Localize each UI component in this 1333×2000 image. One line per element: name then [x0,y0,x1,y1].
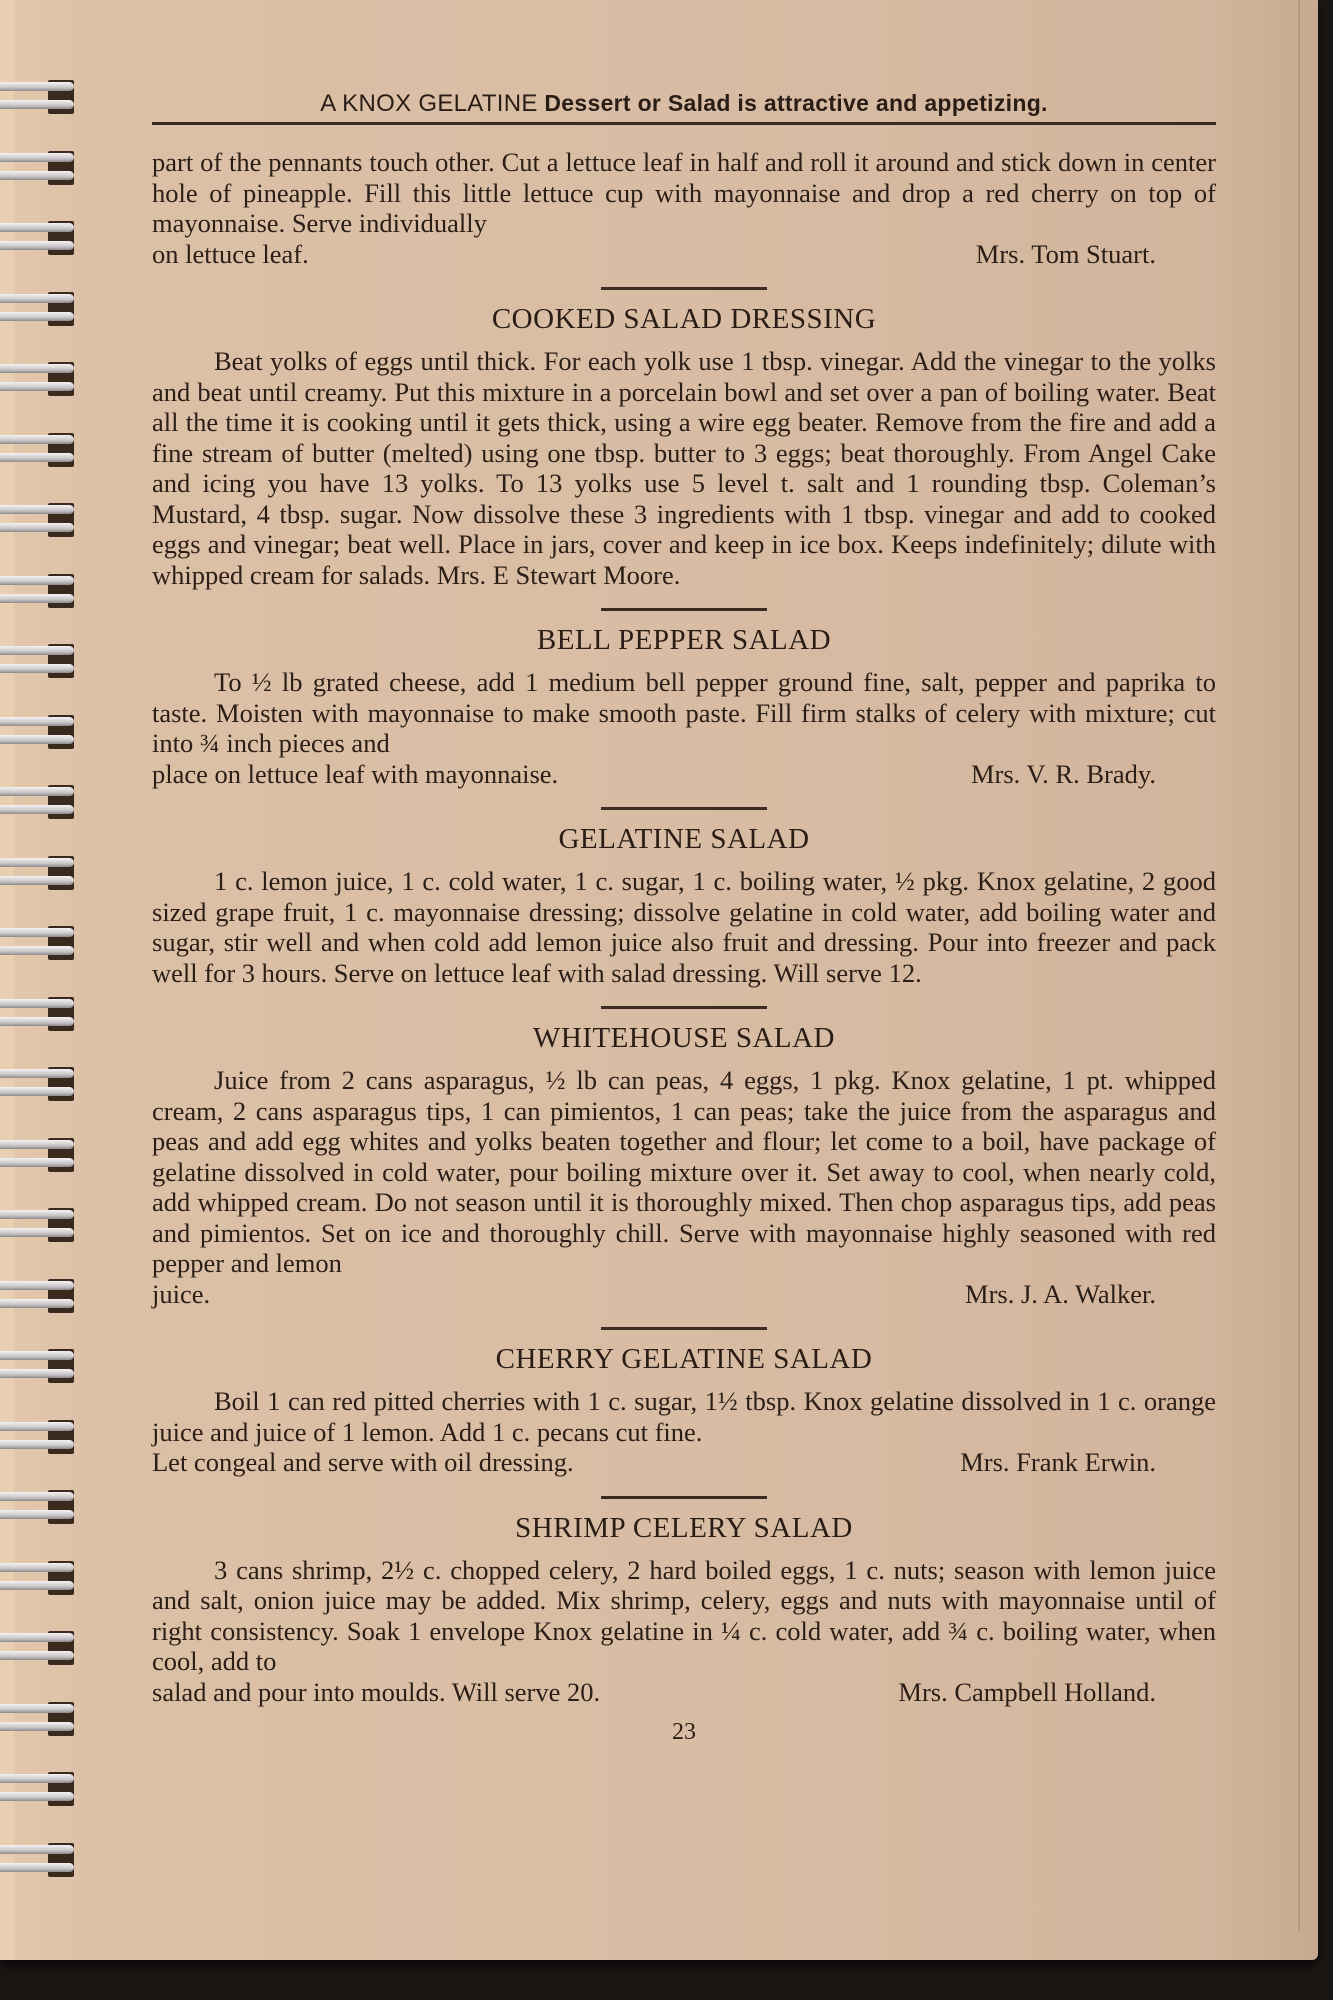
recipe-signature: Mrs. Frank Erwin. [960,1447,1156,1477]
recipe-last-line: place on lettuce leaf with mayonnaise. [152,758,559,789]
recipe [152,1496,1216,1708]
recipe-list [152,287,1216,1707]
spiral-coil [0,926,78,962]
spiral-coil [0,856,78,892]
recipe-body: 3 cans shrimp, 2½ c. chopped celery, 2 hard boiled eggs, 1 c. nuts; season with lemon juice and salt, onion juice may be added. Mix shrimp, celery, eggs and nuts with mayonnaise until of right consistency. Soak 1 envelope Knox gelatine in ¼ c. cold water, add ¾ c. boiling water, when cool, add to [152,1554,1216,1676]
recipe-body: part of the pennants touch other. Cut a lettuce leaf in half and roll it around and stick down in center hole of pineapple. Fill this little lettuce cup with mayonnaise and drop a red cherry on top of mayonnaise. Serve individually [152,147,1216,238]
wire-loop [0,1351,74,1360]
recipe-last-line: Let congeal and serve with oil dressing. [152,1447,574,1477]
spiral-coil [0,80,78,116]
wire-loop [0,1440,74,1449]
wire-loop [0,153,74,162]
recipe-body: Boil 1 can red pitted cherries with 1 c. sugar, 1½ tbsp. Knox gelatine dissolved in 1 c. orange juice and juice of 1 lemon. Add 1 c. pecans cut fine. [152,1386,1216,1447]
wire-loop [0,1069,74,1078]
wire-loop [0,805,74,814]
spiral-coil [0,362,78,398]
running-head-caps: A KNOX GELATINE [320,90,538,117]
wire-loop [0,1210,74,1219]
wire-loop [0,1299,74,1308]
recipe-body: 1 c. lemon juice, 1 c. cold water, 1 c. sugar, 1 c. boiling water, ½ pkg. Knox gelatine, 2 good sized grape fruit, 1 c. mayonnaise dressing; dissolve gelatine in cold water, add boiling water and sugar, stir well and when cold add lemon juice also fruit and dressing. Pour into freezer and pack well for 3 hours. Serve on lettuce leaf with salad dressing. Will serve 12. [152,866,1216,988]
spiral-coil [0,1420,78,1456]
spiral-coil [0,433,78,469]
wire-loop [0,1792,74,1801]
spiral-coil [0,785,78,821]
recipe-signature: Mrs. V. R. Brady. [970,758,1156,789]
wire-loop [0,1863,74,1872]
wire-loop [0,435,74,444]
spiral-coil [0,151,78,187]
spiral-coil [0,715,78,751]
running-head-rest: Dessert or Salad is attractive and appetizing. [544,90,1048,116]
spiral-coil [0,1208,78,1244]
wire-loop [0,171,74,180]
wire-loop [0,928,74,937]
section-divider [601,287,767,290]
wire-loop [0,505,74,514]
wire-loop [0,1228,74,1237]
recipe-last-line: juice. [152,1278,211,1309]
page-edge-shadow [1298,0,1300,1930]
wire-loop [0,1281,74,1290]
recipe-last-line: on lettuce leaf. [152,238,309,269]
spiral-coil [0,1490,78,1526]
recipe-closing-line [152,759,1216,790]
recipe-title: COOKED SALAD DRESSING [491,303,877,335]
wire-loop [0,223,74,232]
spiral-coil [0,1631,78,1667]
recipe-title: SHRIMP CELERY SALAD [515,1511,853,1544]
recipe-closing-line [152,239,1216,270]
spiral-coil [0,1843,78,1879]
wire-loop [0,1845,74,1854]
wire-loop [0,876,74,885]
wire-loop [0,594,74,603]
wire-loop [0,453,74,462]
wire-loop [0,664,74,673]
spiral-coil [0,503,78,539]
section-divider [601,1496,767,1499]
recipe-title: GELATINE SALAD [558,823,810,855]
wire-loop [0,1722,74,1731]
spiral-coil [0,644,78,680]
spiral-coil [0,1702,78,1738]
section-divider [601,608,767,611]
recipe-body: Juice from 2 cans asparagus, ½ lb can peas, 4 eggs, 1 pkg. Knox gelatine, 1 pt. whipped cream, 2 cans asparagus tips, 1 can pimientos, 1 can peas; take the juice from the asparagus and peas and add egg whites and yolks beaten together and flour; let come to a boil, have package of gelatine dissolved in cold water, pour boiling mixture over it. Set away to cool, when nearly cold, add whipped cream. Do not season until it is thoroughly mixed. Then chop asparagus tips, add peas and pimientos. Set on ice and thoroughly chill. Serve with mayonnaise highly seasoned with red pepper and lemon [152,1065,1216,1278]
recipe-body: Beat yolks of eggs until thick. For each yolk use 1 tbsp. vinegar. Add the vinegar to the yolks and beat until creamy. Put this mixture in a porcelain bowl and set over a pan of boiling water. Beat all the time it is cooking until it gets thick, using a wire egg beater. Remove from the fire and add a fine stream of butter (melted) using one tbsp. butter to 3 eggs; beat thoroughly. From Angel Cake and icing you have 13 yolks. To 13 yolks use 5 level t. salt and 1 rounding tbsp. Coleman’s Mustard, 4 tbsp. sugar. Now dissolve these 3 ingredients with 1 tbsp. vinegar and add to cooked eggs and vinegar; beat well. Place in jars, cover and keep in ice box. Keeps indefinitely; dilute with whipped cream for salads. Mrs. E Stewart Moore. [152,346,1216,590]
recipe [152,1006,1216,1309]
recipe-last-line: salad and pour into moulds. Will serve 20. [152,1676,601,1707]
spiral-binding [0,0,80,1960]
page-content [152,88,1216,1746]
section-divider [601,1006,767,1009]
wire-loop [0,523,74,532]
recipe-signature: Mrs. Tom Stuart. [975,238,1156,269]
recipe-title: CHERRY GELATINE SALAD [495,1343,873,1375]
spiral-coil [0,1772,78,1808]
wire-loop [0,1158,74,1167]
wire-loop [0,1651,74,1660]
wire-loop [0,1510,74,1519]
wire-loop [0,1581,74,1590]
wire-loop [0,241,74,250]
wire-loop [0,735,74,744]
recipe-closing-line [152,1279,1216,1310]
wire-loop [0,1369,74,1378]
wire-loop [0,1492,74,1501]
wire-loop [0,1563,74,1572]
wire-loop [0,1017,74,1026]
wire-loop [0,1704,74,1713]
wire-loop [0,999,74,1008]
wire-loop [0,646,74,655]
wire-loop [0,1140,74,1149]
spiral-coil [0,1279,78,1315]
wire-loop [0,1422,74,1431]
wire-loop [0,1774,74,1783]
spiral-coil [0,1067,78,1103]
spiral-coil [0,292,78,328]
recipe [152,287,1216,590]
section-divider [601,807,767,810]
recipe [152,1327,1216,1478]
header-rule [152,122,1216,125]
wire-loop [0,100,74,109]
wire-loop [0,787,74,796]
wire-loop [0,82,74,91]
recipe-title: WHITEHOUSE SALAD [533,1022,835,1054]
wire-loop [0,946,74,955]
wire-loop [0,576,74,585]
wire-loop [0,1087,74,1096]
running-head [152,88,1216,118]
recipe [152,807,1216,988]
recipe-body: To ½ lb grated cheese, add 1 medium bell pepper ground fine, salt, pepper and paprika to taste. Moisten with mayonnaise to make smooth paste. Fill firm stalks of celery with mixture; cut into ¾ inch pieces and [152,667,1216,758]
recipe-signature: Mrs. Campbell Holland. [898,1676,1156,1707]
spiral-coil [0,1561,78,1597]
wire-loop [0,382,74,391]
recipe-signature: Mrs. J. A. Walker. [965,1278,1156,1309]
recipe-closing-line [152,1447,1216,1478]
wire-loop [0,1633,74,1642]
spiral-coil [0,1349,78,1385]
recipe [152,608,1216,789]
wire-loop [0,858,74,867]
recipe-title: BELL PEPPER SALAD [536,624,832,656]
spiral-coil [0,997,78,1033]
spiral-coil [0,574,78,610]
spiral-coil [0,221,78,257]
page-number: 23 [672,1719,696,1745]
recipe-closing-line [152,1677,1216,1708]
wire-loop [0,717,74,726]
wire-loop [0,364,74,373]
wire-loop [0,294,74,303]
spiral-coil [0,1138,78,1174]
section-divider [601,1327,767,1330]
wire-loop [0,312,74,321]
continued-recipe [152,147,1216,269]
